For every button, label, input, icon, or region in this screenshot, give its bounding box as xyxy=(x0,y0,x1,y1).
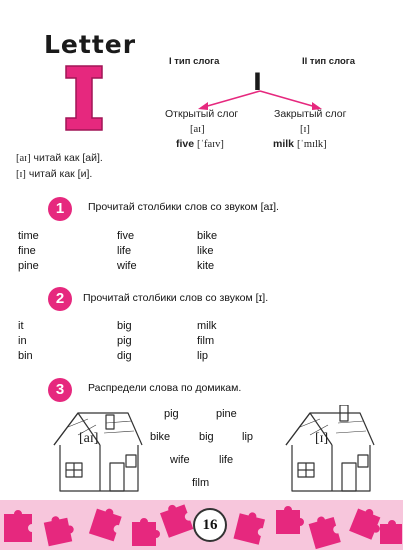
open-example-transcription: [ˈfaɪv] xyxy=(197,139,224,150)
closed-example xyxy=(273,138,327,150)
closed-syllable-label: Закрытый слог xyxy=(274,108,347,120)
word: milk xyxy=(197,320,217,332)
open-syllable-label: Открытый слог xyxy=(165,108,239,120)
closed-sound: [ɪ] xyxy=(300,124,310,135)
rule-2-text: читай как [и]. xyxy=(28,168,93,180)
task-3-number: 3 xyxy=(48,378,72,402)
right-house-drawing xyxy=(282,405,378,497)
word: kite xyxy=(197,260,215,272)
big-letter-i xyxy=(62,64,106,137)
syllable-type-1-label: I тип слога xyxy=(169,56,220,67)
word: big xyxy=(117,320,132,332)
task-2-instruction: Прочитай столбики слов со звуком [ɪ]. xyxy=(83,292,269,304)
distribute-word: life xyxy=(219,454,234,466)
word: film xyxy=(197,335,215,347)
word: lip xyxy=(197,350,209,362)
distribute-word: bike xyxy=(150,431,171,443)
rule-2 xyxy=(16,168,92,180)
task-1-instruction: Прочитай столбики слов со звуком [aɪ]. xyxy=(88,201,279,213)
syllable-type-2-label: II тип слога xyxy=(302,56,356,67)
page-number: 16 xyxy=(193,508,227,542)
right-house-sound: [ɪ] xyxy=(315,431,329,446)
distribute-word: film xyxy=(192,477,210,489)
word: in xyxy=(18,335,27,347)
rule-1-sound: [aɪ] xyxy=(16,153,31,164)
distribute-word: wife xyxy=(170,454,190,466)
word: bin xyxy=(18,350,33,362)
word: fine xyxy=(18,245,36,257)
left-house-sound: [aɪ] xyxy=(79,431,99,446)
distribute-word: pig xyxy=(164,408,179,420)
distribute-word: big xyxy=(199,431,214,443)
rule-1 xyxy=(16,152,103,164)
open-example-word: five xyxy=(176,138,195,150)
open-example xyxy=(176,138,224,150)
word: like xyxy=(197,245,214,257)
closed-example-word: milk xyxy=(273,138,295,150)
page-title: Letter xyxy=(44,30,137,59)
left-house-drawing xyxy=(48,405,146,497)
distribute-word: pine xyxy=(216,408,237,420)
open-sound: [aɪ] xyxy=(190,124,205,135)
task-2-column-1 xyxy=(18,319,33,364)
task-1-column-3 xyxy=(197,229,217,274)
task-1-number: 1 xyxy=(48,197,72,221)
word: pig xyxy=(117,335,132,347)
task-2-column-3 xyxy=(197,319,217,364)
word: five xyxy=(117,230,135,242)
word: wife xyxy=(117,260,137,272)
task-2-number: 2 xyxy=(48,287,72,311)
center-letter: I xyxy=(253,68,262,96)
task-1-column-1 xyxy=(18,229,39,274)
distribute-word: lip xyxy=(242,431,254,443)
rule-2-sound: [ɪ] xyxy=(16,169,26,180)
closed-example-transcription: [ˈmɪlk] xyxy=(296,139,327,150)
word: life xyxy=(117,245,132,257)
word: time xyxy=(18,230,39,242)
rule-1-text: читай как [ай]. xyxy=(33,152,103,164)
task-1-column-2 xyxy=(117,229,137,274)
task-3-instruction: Распредели слова по домикам. xyxy=(88,382,242,394)
word: dig xyxy=(117,350,132,362)
word: pine xyxy=(18,260,39,272)
task-2-column-2 xyxy=(117,319,132,364)
word: it xyxy=(18,320,24,332)
word: bike xyxy=(197,230,218,242)
